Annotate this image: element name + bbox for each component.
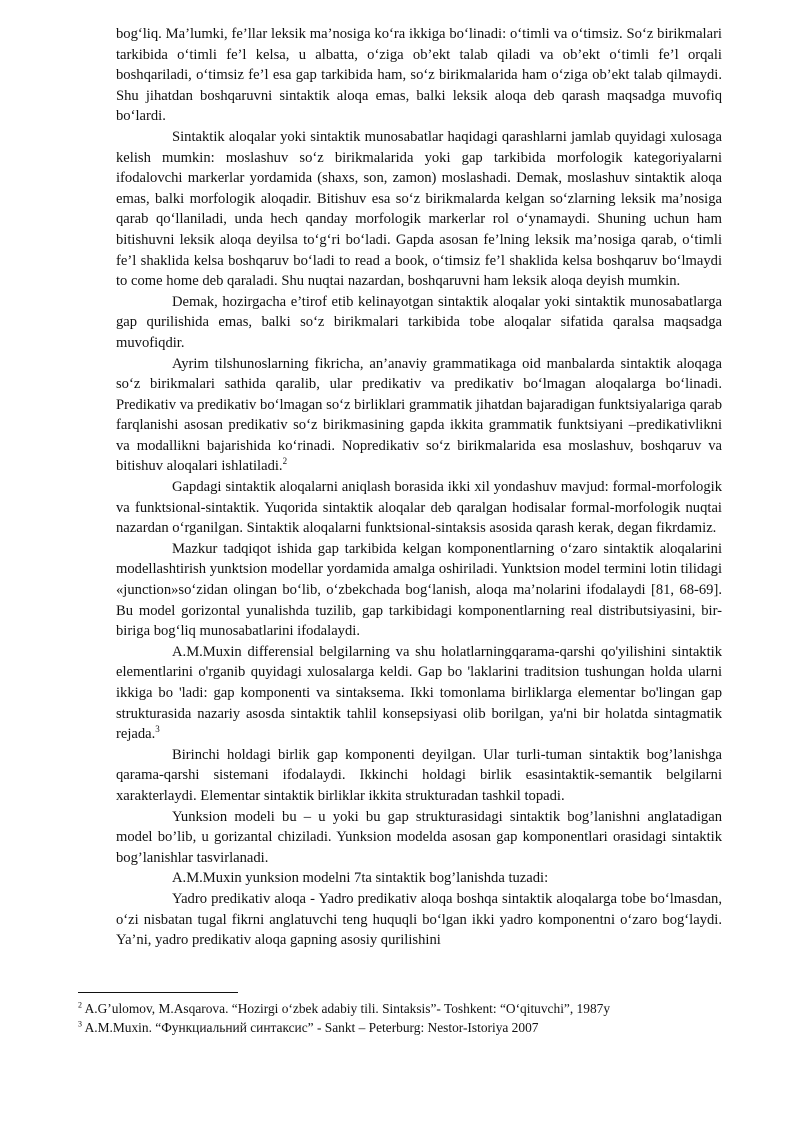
paragraph-3: Demak, hozirgacha e’tirof etib kelinayotgan sintaktik aloqalar yoki sintaktik munosabatlarga gap qurilishida emas, balki so‘z birikmalari tarkibida tobe aloqalar sifatida qaralsa maqsadga muvofiqdir. [116, 293, 722, 351]
paragraph-11: Yadro predikativ aloqa - Yadro predikativ aloqa boshqa sintaktik aloqalarga tobe bo‘lmasdan, o‘zi nisbatan tugal fikrni anglatuvchi teng huquqli bo‘lgan ikki yadro komponentni o‘zaro bog‘laydi. Ya’ni, yadro predikativ aloqa gapning asosiy qurilishini [116, 890, 722, 949]
paragraph-7: A.M.Muxin differensial belgilarning va shu holatlarningqarama-qarshi qo'yilishini sintaktik elementlarini o'rganib quyidagi xulosalarga keldi. Gap bo 'laklarini traditsion tushungan holda ularni ikkiga bo 'ladi: gap komponenti va sintaksema. Ikki tomonlama birliklarga elementar bo'lingan gap strukturasida nazariy asosda sintaktik tahlil konsepsiyasi olib borilgan, ya'ni bir holatda sintagmatik rejada.$^3$ [116, 643, 722, 743]
paragraph-4: Ayrim tilshunoslarning fikricha, an’anaviy grammatikaga oid manbalarda sintaktik aloqaga so‘z birikmalari sathida qaralib, ular predikativ va predikativ bo‘lmagan aloqalarga bo‘linadi. Predikativ va predikativ bo‘lmagan so‘z birliklari grammatik jihatdan bajaradigan funktsiyalariga qarab farqlanishi asosan predikativ so‘z birikmasining gapda ikkita grammatik funktsiyani –predikativlikni va modallikni bajarishida ko‘rinadi. Nopredikativ so‘z birikmalarida esa moslashuv, boshqaruv va bitishuv aloqalari ishlatiladi.$^2$ [116, 355, 722, 475]
paragraph-9: Yunksion modeli bu – u yoki bu gap strukturasidagi sintaktik bog’lanishni anglatadigan model bo’lib, u gorizantal chiziladi. Yunksion modelda asosan gap komponentlari orasidagi sintaktik bog’lanishlar tasvirlanadi. [116, 808, 722, 866]
paragraph-10: A.M.Muxin yunksion modelni 7ta sintaktik bog’lanishda tuzadi: [172, 870, 549, 887]
paragraph-6: Mazkur tadqiqot ishida gap tarkibida kelgan komponentlarning o‘zaro sintaktik aloqalarini modellashtirish yunktsion modellar yordamida amalga oshiriladi. Yunktsion model termini lotin tilidagi «junction»so‘zidan olingan bo‘lib, o‘zbekchada bog‘lanish, aloqa ma’nolarini ifodalaydi [81, 68-69]. Bu model gorizontal yunalishda tuzilib, gap tarkibidagi komponentlarning real distributsiyasini, bir-biriga bog‘liq munosabatlarini ifodalaydi. [116, 540, 722, 640]
footnote-2: $^2$ A.G’ulomov, M.Asqarova. “Hozirgi o‘zbek adabiy tili. Sintaksis”- Toshkent: “O‘qituvchi”, 1987y [78, 1000, 611, 1016]
paragraph-5: Gapdagi sintaktik aloqalarni aniqlash borasida ikki xil yondashuv mavjud: formal-morfologik va funktsional-sintaktik. Yuqorida sintaktik aloqalar deb qaralgan hodisalar formal-morfologik nuqtai nazardan o‘rganilgan. Sintaktik aloqalarni funktsional-sintaksis asosida qarash kerak, degan fikrdamiz. [116, 479, 722, 537]
footnote-separator [78, 992, 238, 993]
footnote-ref-2: 2 [282, 456, 288, 467]
paragraph-2: Sintaktik aloqalar yoki sintaktik munosabatlar haqidagi qarashlarni jamlab quyidagi xulosaga kelish mumkin: moslashuv so‘z birikmalarida yoki gap tarkibida morfologik kategoriyalarni ifodalovchi markerlar yordamida (shaxs, son, zamon) moslashadi. Demak, moslashuv sintaktik aloqa emas, balki morfologik aloqadir. Bitishuv esa so‘z birikmalarda kelgan so‘zlarning leksik ma’nosiga qarab qo‘llaniladi, unda hech qanday morfologik markerlar rol o‘ynamaydi. Shuning uchun ham bitishuvni leksik aloqa deyilsa to‘g‘ri bo‘ladi. Gapda asosan fe’lning leksik ma’nosiga qarab, o‘timli fe’l shaklida kelsa boshqaruv bo‘ladi to read a book, o‘timsiz fe’l shaklida kelsa boshqaruv bo‘lmaydi to come home deb qaraladi. Shu nuqtai nazardan, boshqaruvni ham leksik aloqa deyish mumkin. [116, 128, 722, 290]
footnote-ref-3: 3 [155, 724, 160, 735]
footnote-3: $^3$ A.M.Muxin. “Функциальний синтаксис” - Sankt – Peterburg: Nestor-Istoriya 2007 [78, 1019, 539, 1035]
paragraph-1: bog‘liq. Ma’lumki, fe’llar leksik ma’nosiga ko‘ra ikkiga bo‘linadi: o‘timli va o‘timsiz. So‘z birikmalari tarkibida o‘timli fe’l kelsa, u albatta, o‘ziga ob’ekt talab qiladi va ob’ekt o‘timli fe’l orqali boshqariladi, o‘timsiz fe’l esa gap tarkibida ham, so‘z birikmalarida ham o‘ziga ob’ekt talab qilmaydi. Shu jihatdan boshqaruvni sintaktik aloqa emas, balki leksik aloqa deb qarash maqsadga muvofiq bo‘lardi. [116, 26, 722, 125]
footnotes [78, 992, 778, 1037]
paragraph-8: Birinchi holdagi birlik gap komponenti deyilgan. Ular turli-tuman sintaktik bog’lanishga qarama-qarshi sistemani ifodalaydi. Ikkinchi holdagi birlik esasintaktik-semantik belgilarni xarakterlaydi. Elementar sintaktik birliklar ikkita strukturadan tashkil topadi. [116, 746, 722, 804]
document-body [116, 24, 722, 951]
